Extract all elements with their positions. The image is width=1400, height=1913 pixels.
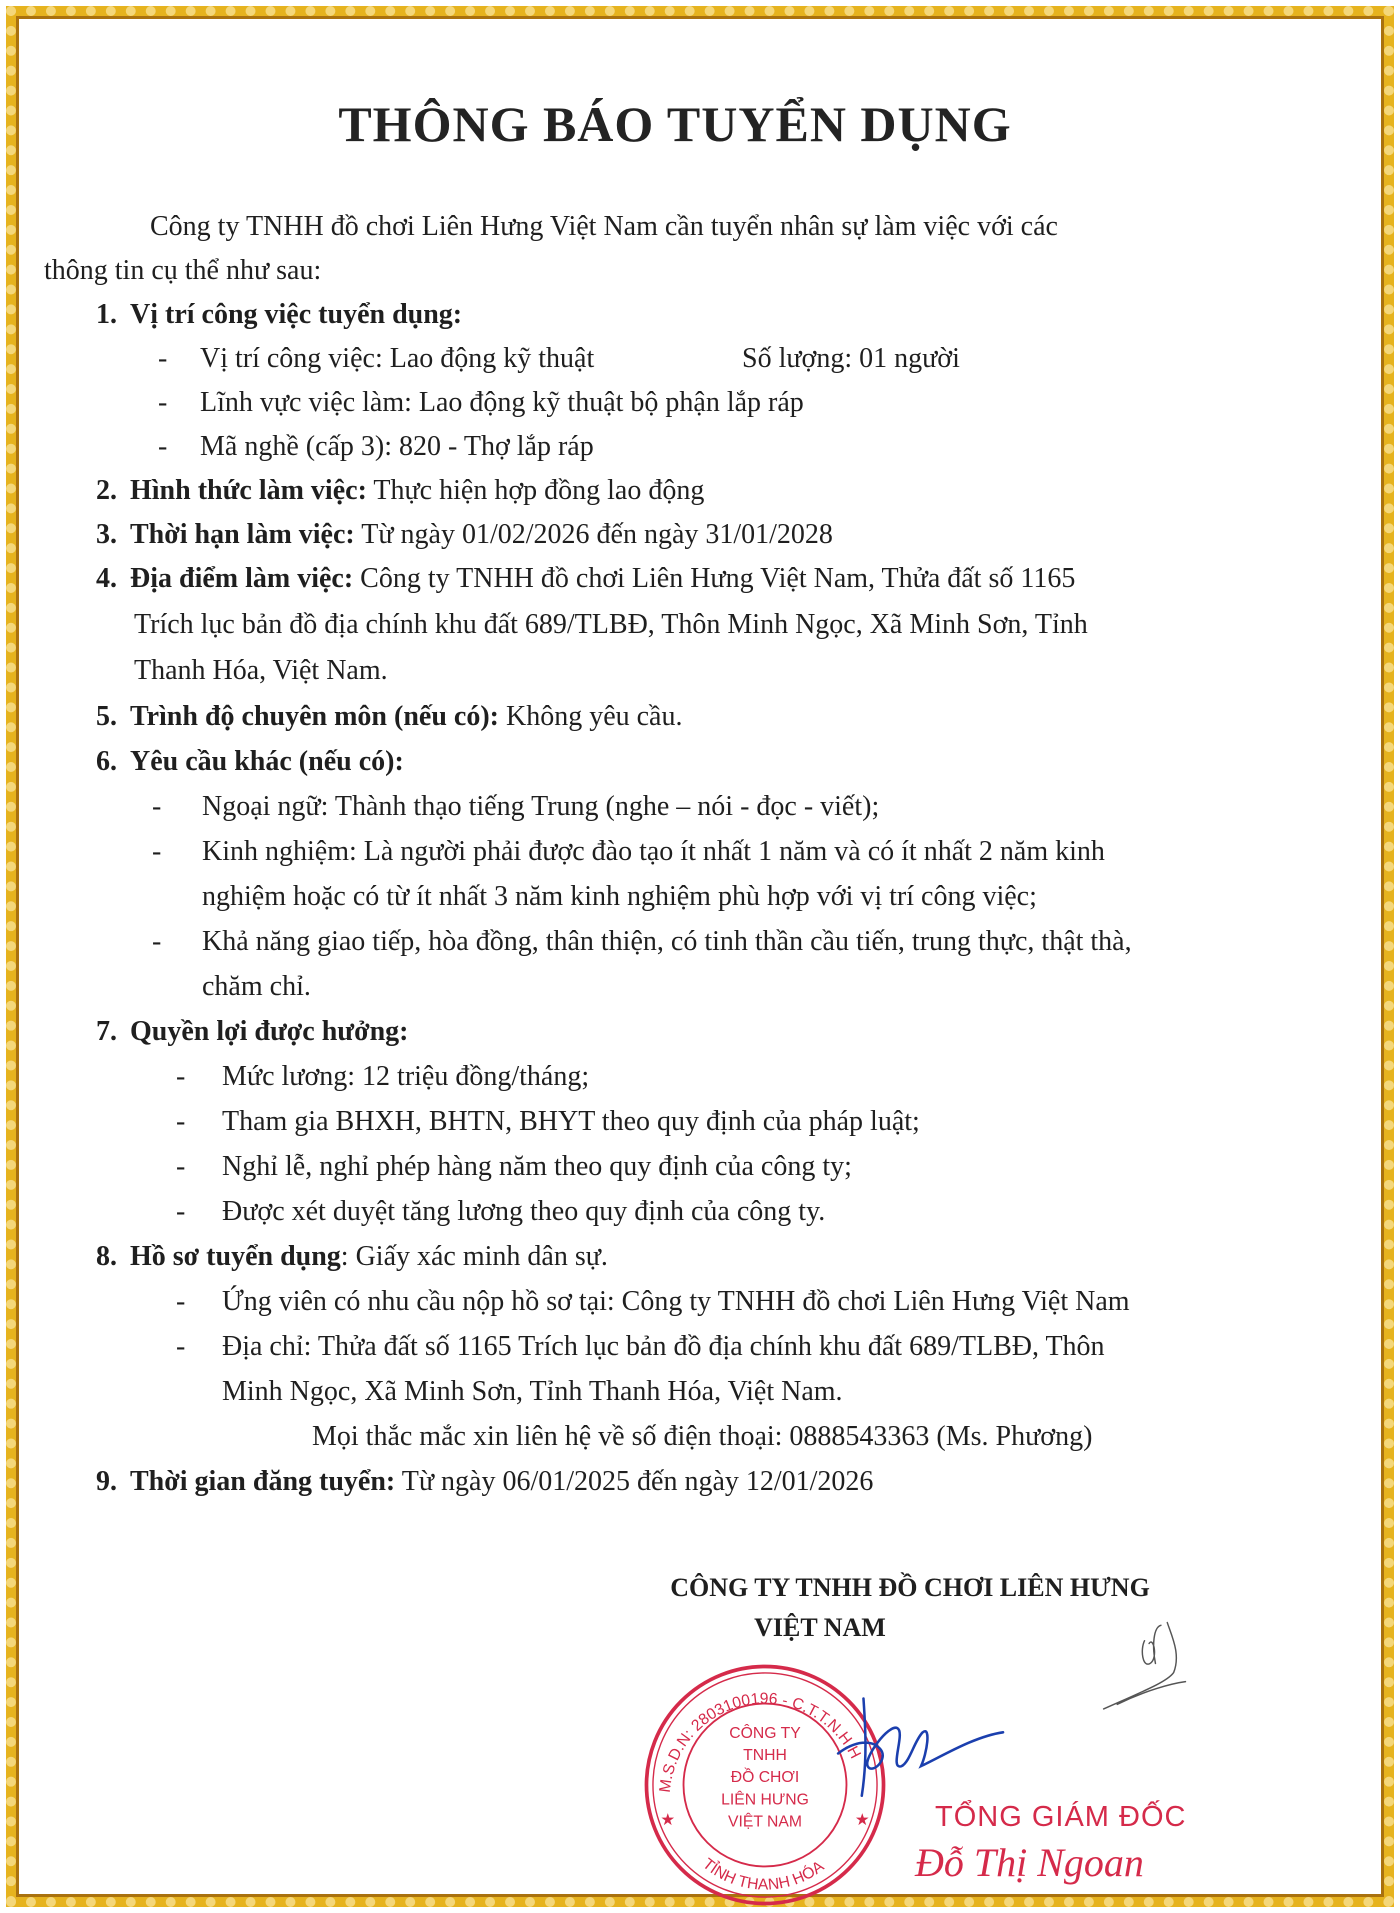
section-number: 4.	[96, 563, 117, 594]
contact-line: Mọi thắc mắc xin liên hệ về số điện thoại: 0888543363 (Ms. Phương)	[312, 1421, 1093, 1452]
section-1	[96, 298, 462, 332]
section-heading: Hình thức làm việc:	[130, 475, 367, 506]
section-5	[96, 700, 682, 734]
section-number: 3.	[96, 519, 117, 550]
section-text: Không yêu cầu.	[498, 701, 683, 732]
bullet-address-1: Địa chỉ: Thửa đất số 1165 Trích lục bản đồ địa chính khu đất 689/TLBĐ, Thôn	[222, 1331, 1105, 1362]
bullet-language: Ngoại ngữ: Thành thạo tiếng Trung (nghe – nói - đọc - viết);	[202, 791, 880, 822]
bullet-dash: -	[152, 926, 162, 957]
document-title: THÔNG BÁO TUYỂN DỤNG	[338, 96, 1012, 152]
initial-signature	[1085, 1618, 1195, 1718]
director-title: TỔNG GIÁM ĐỐC	[935, 1801, 1187, 1833]
section-number: 6.	[96, 746, 117, 777]
signature-company-line-1: CÔNG TY TNHH ĐỒ CHƠI LIÊN HƯNG	[670, 1573, 1150, 1602]
section-2	[96, 474, 704, 508]
section-4	[96, 562, 1075, 596]
seal-center-line: TNHH	[743, 1747, 787, 1764]
section-heading: Yêu cầu khác (nếu có):	[130, 746, 404, 777]
bullet-raise: Được xét duyệt tăng lương theo quy định của công ty.	[222, 1196, 826, 1227]
bullet-position: Vị trí công việc: Lao động kỹ thuật	[200, 343, 595, 374]
section-text: Công ty TNHH đồ chơi Liên Hưng Việt Nam, Thửa đất số 1165	[353, 563, 1076, 594]
bullet-dash: -	[152, 836, 162, 867]
bullet-dash: -	[158, 431, 168, 462]
bullet-dash: -	[176, 1106, 186, 1137]
seal-bottom-text: TỈNH THANH HÓA	[699, 1855, 828, 1894]
section-4-cont-2: Thanh Hóa, Việt Nam.	[134, 655, 388, 686]
section-number: 8.	[96, 1241, 117, 1272]
section-text: : Giấy xác minh dân sự.	[340, 1241, 608, 1272]
director-handwritten-signature	[800, 1690, 1020, 1800]
seal-star-icon: ★	[660, 1809, 676, 1829]
bullet-leave: Nghỉ lễ, nghỉ phép hàng năm theo quy định của công ty;	[222, 1151, 852, 1182]
section-heading: Thời gian đăng tuyển:	[130, 1466, 396, 1497]
section-text: Thực hiện hợp đồng lao động	[366, 475, 705, 506]
bullet-dash: -	[158, 343, 168, 374]
bullet-dash: -	[176, 1331, 186, 1362]
bullet-address-2: Minh Ngọc, Xã Minh Sơn, Tỉnh Thanh Hóa, Việt Nam.	[222, 1376, 843, 1407]
bullet-salary: Mức lương: 12 triệu đồng/tháng;	[222, 1061, 590, 1092]
bullet-dash: -	[176, 1196, 186, 1227]
section-heading: Quyền lợi được hưởng:	[130, 1016, 409, 1047]
section-heading: Vị trí công việc tuyển dụng:	[130, 299, 463, 330]
bullet-dash: -	[176, 1061, 186, 1092]
bullet-job-code: Mã nghề (cấp 3): 820 - Thợ lắp ráp	[200, 431, 594, 462]
intro-line-1: Công ty TNHH đồ chơi Liên Hưng Việt Nam cần tuyển nhân sự làm việc với các	[150, 211, 1058, 242]
seal-center-line: ĐỒ CHƠI	[730, 1769, 800, 1787]
section-3	[96, 518, 833, 552]
section-number: 1.	[96, 299, 117, 330]
section-number: 7.	[96, 1016, 117, 1047]
bullet-experience-1: Kinh nghiệm: Là người phải được đào tạo ít nhất 1 năm và có ít nhất 2 năm kinh	[202, 836, 1105, 867]
section-heading: Địa điểm làm việc:	[130, 563, 354, 594]
seal-ring-text: M.S.D.N: 2803100196 - C.T.T.N.H.H	[656, 1690, 864, 1794]
bullet-dash: -	[152, 791, 162, 822]
section-number: 9.	[96, 1466, 117, 1497]
section-heading: Hồ sơ tuyển dụng	[130, 1241, 341, 1272]
section-6	[96, 745, 404, 779]
section-4-cont-1: Trích lục bản đồ địa chính khu đất 689/TLBĐ, Thôn Minh Ngọc, Xã Minh Sơn, Tỉnh	[134, 609, 1088, 640]
intro-line-2: thông tin cụ thể như sau:	[44, 255, 322, 286]
bullet-dash: -	[176, 1151, 186, 1182]
section-text: Từ ngày 06/01/2025 đến ngày 12/01/2026	[395, 1466, 874, 1497]
bullet-submit: Ứng viên có nhu cầu nộp hồ sơ tại: Công ty TNHH đồ chơi Liên Hưng Việt Nam	[222, 1286, 1130, 1317]
section-heading: Thời hạn làm việc:	[130, 519, 355, 550]
seal-center-line: VIỆT NAM	[727, 1813, 803, 1831]
bullet-dash: -	[158, 387, 168, 418]
section-heading: Trình độ chuyên môn (nếu có):	[130, 701, 499, 732]
bullet-skills-2: chăm chỉ.	[202, 971, 311, 1002]
bullet-field: Lĩnh vực việc làm: Lao động kỹ thuật bộ phận lắp ráp	[200, 387, 804, 418]
bullet-dash: -	[176, 1286, 186, 1317]
section-number: 2.	[96, 475, 117, 506]
seal-center-line: LIÊN HƯNG	[721, 1791, 809, 1809]
section-number: 5.	[96, 701, 117, 732]
director-name: Đỗ Thị Ngoan	[915, 1840, 1144, 1885]
bullet-skills-1: Khả năng giao tiếp, hòa đồng, thân thiện, có tinh thần cầu tiến, trung thực, thật thà,	[202, 926, 1132, 957]
section-9	[96, 1465, 873, 1499]
section-text: Từ ngày 01/02/2026 đến ngày 31/01/2028	[354, 519, 833, 550]
seal-star-icon: ★	[854, 1809, 870, 1829]
bullet-quantity: Số lượng: 01 người	[742, 343, 960, 374]
seal-center-line: CÔNG TY	[729, 1724, 801, 1742]
section-8	[96, 1240, 608, 1274]
bullet-experience-2: nghiệm hoặc có từ ít nhất 3 năm kinh nghiệm phù hợp với vị trí công việc;	[202, 881, 1037, 912]
signature-company-line-2: VIỆT NAM	[754, 1613, 886, 1642]
section-7	[96, 1015, 409, 1049]
bullet-insurance: Tham gia BHXH, BHTN, BHYT theo quy định của pháp luật;	[222, 1106, 920, 1137]
